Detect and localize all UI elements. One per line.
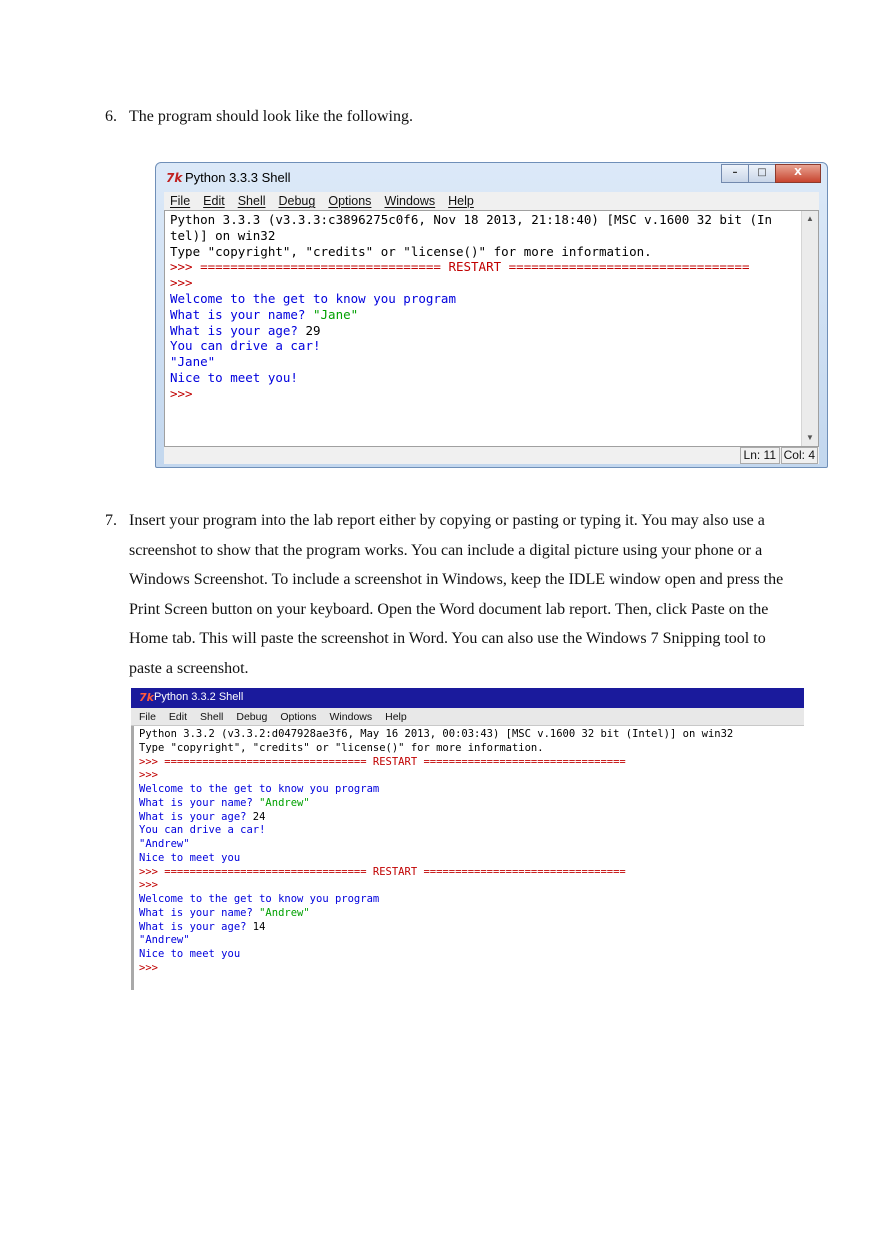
step-text: Insert your program into the lab report either by copying or pasting or typing it. You may also use a screenshot to show that the program works. You can include a digital picture using your phone or a Windows Screenshot. To include a screenshot in Windows, keep the IDLE window open and press the Print Screen button on your keyboard. Open the Word document lab report. Then, click Paste on the Home tab. This will paste the screenshot in Word. You can also use the Windows 7 Snipping tool to paste a screenshot. <box>129 512 784 677</box>
shell-line <box>139 756 733 770</box>
vertical-scrollbar[interactable] <box>801 211 818 446</box>
shell-line <box>170 354 772 370</box>
shell-line <box>170 228 772 244</box>
step-number: 6. <box>105 108 117 125</box>
shell-text-segment: Welcome to the get to know you program <box>139 783 380 795</box>
menu-help[interactable]: Help <box>448 194 474 208</box>
step-text: The program should look like the following. <box>129 108 413 125</box>
shell-text-segment: >>> <box>170 385 193 401</box>
python-tk-icon: 7k <box>139 691 154 704</box>
idle-shell-window-1 <box>155 162 828 468</box>
title-bar[interactable] <box>156 163 827 191</box>
shell-text-segment: >>> ================================ RESTART ================================ <box>139 865 626 878</box>
shell-line <box>139 769 733 783</box>
menu-debug[interactable]: Debug <box>278 194 316 208</box>
shell-text-segment: Python 3.3.2 (v3.3.2:d047928ae3f6, May 16 2013, 00:03:43) [MSC v.1600 32 bit (Intel)] on win32 <box>139 728 734 740</box>
menu-bar <box>164 192 819 210</box>
line-indicator: Ln: 11 <box>740 447 780 464</box>
shell-line <box>139 962 733 976</box>
shell-text-segment: What is your age? <box>139 920 253 933</box>
shell-text-segment: 29 <box>305 322 321 338</box>
shell-text-segment: 14 <box>252 920 266 933</box>
window-title: Python 3.3.2 Shell <box>154 691 244 703</box>
shell-text-segment: Welcome to the get to know you program <box>170 290 456 306</box>
shell-text-segment: What is your name? <box>139 796 260 809</box>
shell-line <box>170 307 772 323</box>
shell-output <box>139 728 733 976</box>
menu-options[interactable]: Options <box>328 194 372 208</box>
scroll-down-arrow-icon[interactable]: ▼ <box>806 433 814 442</box>
shell-text-segment: >>> <box>139 769 158 782</box>
shell-line <box>170 259 772 275</box>
shell-line <box>139 879 733 893</box>
python-tk-icon: 7k <box>166 171 183 185</box>
close-button[interactable]: X <box>775 164 821 183</box>
menu-windows[interactable]: Windows <box>329 711 373 723</box>
shell-line <box>170 275 772 291</box>
idle-shell-window-2 <box>131 688 804 990</box>
shell-line <box>139 824 733 838</box>
shell-text-area[interactable] <box>131 726 804 990</box>
title-bar[interactable] <box>131 688 804 708</box>
menu-debug[interactable]: Debug <box>236 711 268 723</box>
shell-text-segment: What is your name? <box>170 306 313 322</box>
shell-text-area[interactable] <box>164 210 819 447</box>
maximize-button[interactable]: □ <box>748 164 776 183</box>
shell-line <box>139 811 733 825</box>
shell-text-segment: What is your age? <box>170 322 306 338</box>
shell-line <box>139 948 733 962</box>
shell-line <box>139 893 733 907</box>
shell-line <box>139 783 733 797</box>
shell-text-segment: "Andrew" <box>139 838 190 850</box>
shell-text-segment: "Jane" <box>313 306 359 322</box>
shell-text-segment: "Andrew" <box>259 796 310 809</box>
shell-text-segment: tel)] on win32 <box>170 227 276 243</box>
shell-text-segment: Python 3.3.3 (v3.3.3:c3896275c0f6, Nov 18 2013, 21:18:40) [MSC v.1600 32 bit (In <box>170 212 773 227</box>
menu-help[interactable]: Help <box>385 711 407 723</box>
shell-text-segment: "Andrew" <box>259 906 310 919</box>
shell-line <box>170 386 772 402</box>
shell-line <box>139 934 733 948</box>
shell-text-segment: 24 <box>252 810 266 823</box>
shell-text-segment: >>> <box>139 961 158 974</box>
shell-line <box>139 921 733 935</box>
minimize-button[interactable]: – <box>721 164 749 183</box>
menu-file[interactable]: File <box>139 711 156 723</box>
shell-text-segment: >>> <box>170 275 193 291</box>
shell-line <box>170 244 772 260</box>
menu-bar <box>131 708 804 726</box>
shell-text-segment: >>> ================================ RESTART ================================ <box>139 755 626 768</box>
shell-line <box>139 742 733 756</box>
shell-line <box>170 370 772 386</box>
step-number: 7. <box>105 512 117 529</box>
shell-text-segment: Type "copyright", "credits" or "license()" for more information. <box>139 741 544 754</box>
shell-line <box>170 291 772 307</box>
scroll-up-arrow-icon[interactable]: ▲ <box>806 214 814 223</box>
menu-edit[interactable]: Edit <box>203 194 225 208</box>
shell-text-segment: You can drive a car! <box>139 824 266 837</box>
status-bar <box>164 447 819 464</box>
shell-text-segment: You can drive a car! <box>170 338 321 354</box>
menu-edit[interactable]: Edit <box>168 711 188 723</box>
shell-line <box>139 797 733 811</box>
shell-text-segment: >>> <box>139 879 158 892</box>
shell-text-segment: >>> ================================ RESTART ================================ <box>170 259 750 275</box>
shell-output <box>170 212 772 402</box>
shell-text-segment: What is your age? <box>139 810 253 823</box>
shell-line <box>170 338 772 354</box>
menu-options[interactable]: Options <box>280 711 317 723</box>
shell-line <box>170 323 772 339</box>
shell-line <box>139 838 733 852</box>
shell-text-segment: Nice to meet you <box>139 948 241 960</box>
shell-text-segment: Nice to meet you <box>139 851 241 864</box>
column-indicator: Col: 4 <box>781 447 818 464</box>
shell-text-segment: Nice to meet you! <box>170 369 298 385</box>
shell-text-segment: "Andrew" <box>139 934 190 947</box>
shell-line <box>139 728 733 742</box>
shell-text-segment: Welcome to the get to know you program <box>139 893 380 905</box>
shell-text-segment: Type "copyright", "credits" or "license()" for more information. <box>170 243 652 259</box>
menu-windows[interactable]: Windows <box>384 194 436 208</box>
shell-text-segment: "Jane" <box>170 354 216 370</box>
shell-line <box>139 866 733 880</box>
shell-text-segment: What is your name? <box>139 906 260 919</box>
window-title: Python 3.3.3 Shell <box>185 170 291 185</box>
menu-shell[interactable]: Shell <box>237 194 266 208</box>
shell-line <box>170 212 772 228</box>
shell-line <box>139 852 733 866</box>
menu-file[interactable]: File <box>170 194 191 208</box>
shell-line <box>139 907 733 921</box>
menu-shell[interactable]: Shell <box>200 711 224 723</box>
